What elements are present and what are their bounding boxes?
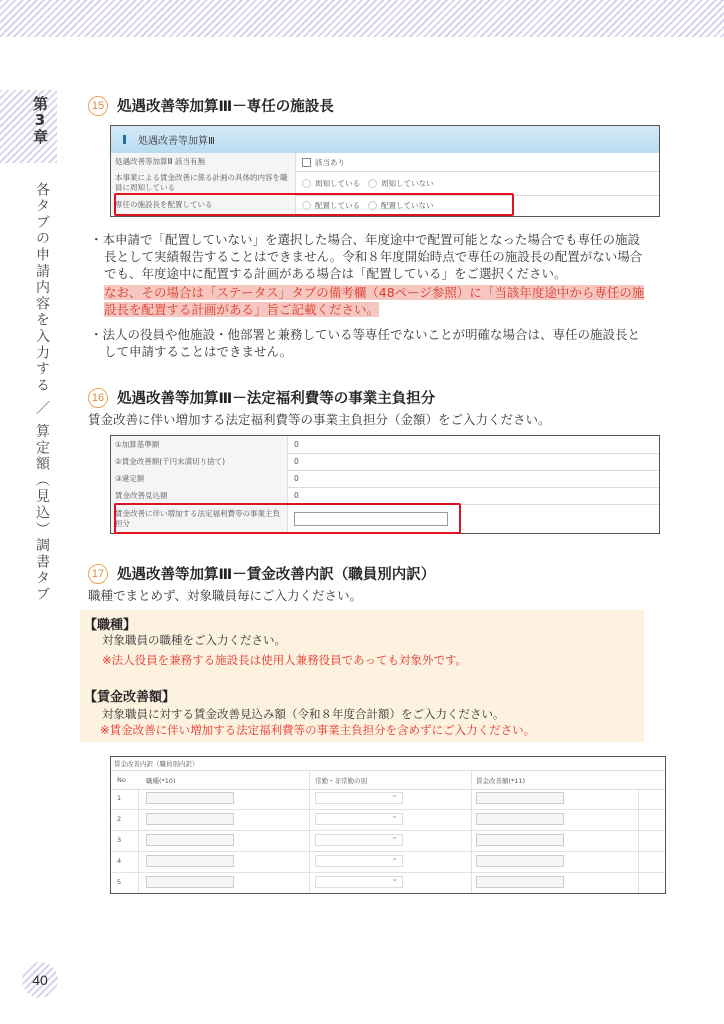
row-label: ③違定額	[111, 470, 288, 487]
job-type-input[interactable]	[146, 792, 234, 804]
row-label: 賃金改善見込額	[111, 487, 288, 504]
chapter-label: 第3章	[31, 96, 49, 144]
bullet-text: ・法人の役員や他施設・他部署と兼務している等専任でないことが明確な場合は、専任の施設長として申請することはできません。	[90, 327, 641, 359]
row-number: 3	[117, 836, 122, 844]
row-label: 専任の施設長を配置している	[111, 195, 296, 215]
job-type-input[interactable]	[146, 813, 234, 825]
table-caption: 賃金改善内訳（職員別内訳）	[114, 760, 199, 768]
radio-button[interactable]	[368, 179, 377, 188]
employment-type-select[interactable]	[315, 876, 403, 888]
row-label: 処遇改善等加算Ⅲ 該当有無	[111, 153, 296, 171]
column-header: No	[117, 776, 126, 784]
row-number: 1	[117, 794, 122, 802]
form-row	[111, 436, 659, 454]
table-row	[111, 872, 665, 893]
section-number-icon: 16	[88, 388, 108, 408]
section-title: 処遇改善等加算Ⅲ－賃金改善内訳（職員別内訳）	[117, 567, 436, 583]
form-row	[111, 453, 659, 471]
row-value: 0	[294, 491, 299, 500]
radio-label: 周知していない	[381, 178, 434, 188]
row-label: ①加算基準額	[111, 436, 288, 453]
job-type-input[interactable]	[146, 834, 234, 846]
bullet-item	[90, 231, 650, 318]
chapter-side-title: 各タブの申請内容を入力する ／ 算定額（見込）調書タブ	[34, 182, 50, 604]
bullet-item	[90, 326, 650, 360]
radio-button[interactable]	[302, 179, 311, 188]
wage-improvement-input[interactable]	[476, 792, 564, 804]
radio-label: 配置している	[315, 200, 360, 210]
table-row	[111, 809, 665, 831]
highlight-box	[114, 503, 461, 534]
note-text: 対象職員に対する賃金改善見込み額（令和８年度合計額）をご入力ください。	[102, 707, 505, 721]
column-header: 賃金改善額(*11)	[476, 777, 526, 785]
bullet-text: ・本申請で「配置していない」を選択した場合、年度途中で配置可能となった場合でも専任の施設長として実績報告することはできません。令和８年度開始時点で専任の施設長の配置がない場合でも、年度途中に配置する計画がある場合は「配置している」をご選択ください。	[90, 232, 643, 281]
section-17-heading	[88, 563, 435, 584]
header-stripe-band	[0, 0, 724, 37]
wage-improvement-input[interactable]	[476, 834, 564, 846]
table-header-row	[111, 770, 665, 790]
row-number: 2	[117, 815, 122, 823]
checkbox[interactable]	[302, 158, 311, 167]
sec17-table-screenshot	[110, 756, 666, 894]
table-row	[111, 851, 665, 873]
wage-improvement-input[interactable]	[476, 855, 564, 867]
column-header: 職種(*10)	[146, 777, 176, 785]
form-header	[111, 126, 659, 153]
job-type-input[interactable]	[146, 855, 234, 867]
section-title: 処遇改善等加算Ⅲ－専任の施設長	[117, 99, 334, 115]
instruction-note-box	[80, 610, 644, 742]
section-title: 処遇改善等加算Ⅲ－法定福利費等の事業主負担分	[117, 391, 436, 407]
row-number: 5	[117, 878, 122, 886]
table-row	[111, 788, 665, 810]
section-number-icon: 15	[88, 96, 108, 116]
job-type-input[interactable]	[146, 876, 234, 888]
page-number: 40	[32, 972, 48, 988]
note-warning: ※法人役員を兼務する施設長は使用人兼務役員であっても対象外です。	[102, 653, 468, 667]
highlight-box	[114, 193, 514, 216]
employment-type-select[interactable]	[315, 792, 403, 804]
note-heading: 【賃金改善額】	[84, 690, 176, 705]
section-17-description: 職種でまとめず、対象職員毎にご入力ください。	[88, 588, 363, 603]
note-heading: 【職種】	[84, 618, 137, 633]
note-text: 対象職員の職種をご入力ください。	[102, 633, 286, 647]
checkbox-label: 該当あり	[315, 157, 345, 167]
section-15-heading	[88, 95, 334, 116]
header-bar-icon	[123, 135, 126, 144]
employment-type-select[interactable]	[315, 834, 403, 846]
radio-label: 配置していない	[381, 200, 434, 210]
employment-type-select[interactable]	[315, 813, 403, 825]
row-label: 賃金改善に伴い増加する法定福利費等の事業主負担分	[111, 504, 288, 533]
row-number: 4	[117, 857, 122, 865]
table-row	[111, 830, 665, 852]
row-label: 本事業による賃金改善に係る計画の具体的内容を職員に周知している	[111, 171, 296, 195]
section-16-heading	[88, 387, 435, 408]
radio-label: 周知している	[315, 178, 360, 188]
row-value: 0	[294, 440, 299, 449]
highlighted-note: なお、その場合は「ステータス」タブの備考欄（48ページ参照）に「当該年度途中から専任の施設長を配置する計画がある」旨ご記載ください。	[104, 285, 645, 317]
section-16-description: 賃金改善に伴い増加する法定福利費等の事業主負担分（金額）をご入力ください。	[88, 412, 551, 427]
row-value: 0	[294, 457, 299, 466]
row-value: 0	[294, 474, 299, 483]
row-label: ②賃金改善額(千円未満切り捨て)	[111, 453, 288, 470]
form-row	[111, 153, 659, 172]
form-header-title: 処遇改善等加算Ⅲ	[138, 136, 215, 147]
form-row	[111, 470, 659, 488]
section-number-icon: 17	[88, 564, 108, 584]
column-header: 常勤・非常勤の別	[315, 777, 367, 785]
wage-improvement-input[interactable]	[476, 876, 564, 888]
employment-type-select[interactable]	[315, 855, 403, 867]
wage-improvement-input[interactable]	[476, 813, 564, 825]
note-warning: ※賃金改善に伴い増加する法定福利費等の事業主負担分を含めずにご入力ください。	[100, 723, 536, 737]
